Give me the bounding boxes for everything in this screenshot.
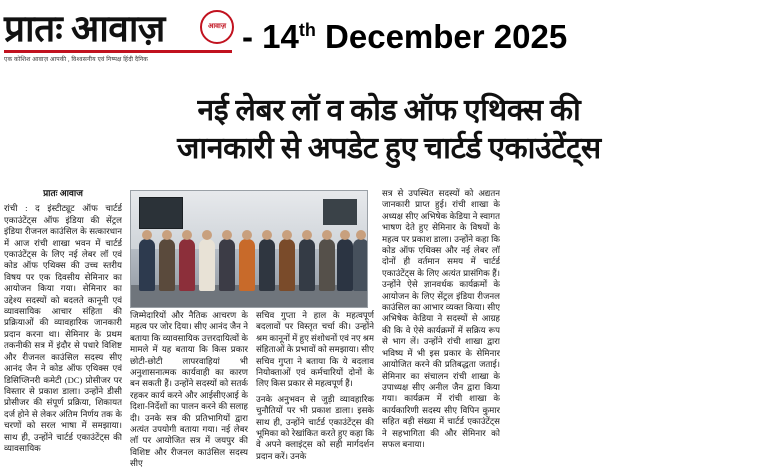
page-header: [0, 0, 778, 74]
issue-date-rest: December 2025: [315, 18, 568, 55]
article-column-4: [382, 188, 500, 472]
photo-person-head: [222, 230, 232, 240]
photo-person-head: [142, 230, 152, 240]
issue-date: [242, 18, 567, 56]
photo-person: [299, 239, 315, 291]
article-headline: [0, 92, 778, 168]
photo-person-head: [282, 230, 292, 240]
photo-person: [279, 239, 295, 291]
paragraph: रांची : द इंस्टीट्यूट ऑफ चार्टर्ड एकाउंटेंट्स ऑफ इंडिया की सेंट्रल इंडिया रीजनल काउंसिल के सत्कारधान में आज रांची शाखा भवन में चार्टर्ड एकाउंटेंट्स के लिए नई लेबर लॉ एवं कोड ऑफ एथिक्स की उच्च स्तरीय विषय पर एक दिवसीय सेमिनार का आयोजन किया गया। सेमिनार का उद्देश्य सदस्यों को बदलते कानूनी एवं व्यावसायिक आचार संहिता की प्रक्रियाओं की व्यावहारिक जानकारी प्रदान करना था। सेमिनार के प्रथम तकनीकी सत्र में इंदौर से पधारे विशिष्ट और रीजनल काउंसिल सदस्य सीए आनंद जैन ने कोड ऑफ एथिक्स एवं डिसिप्लिनरी कमेटी (DC) प्रोसीजर पर विस्तार से प्रकाश डाला। उन्होंने डीसी प्रोसीजर की संपूर्ण प्रक्रिया, शिकायत दर्ज होने से लेकर अंतिम निर्णय तक के चरणों को सरल भाषा में समझाया। साथ ही, उन्होंने चार्टर्ड एकाउंटेंट्स की व्यावसायिक: [4, 203, 122, 453]
byline: प्रातः आवाज: [43, 188, 83, 198]
masthead-logo: [4, 6, 236, 68]
masthead-title: प्रातः आवाज़: [4, 9, 165, 50]
paragraph: जिम्मेदारियों और नैतिक आचरण के महत्व पर जोर दिया। सीए आनंद जैन ने बताया कि व्यावसायिक उत्तरदायित्वों के मामले में यह बताया कि किस प्रकार छोटी-छोटी लापरवाहियां भी अनुशासनात्मक कार्यवाही का कारण बन सकती हैं। उन्होंने सदस्यों को सतर्क रहकर कार्य करने और आईसीएआई के दिशा-निर्देशों का पालन करने की सलाह दी। उनके सत्र की प्रतिभागियों द्वारा अत्यंत उपयोगी बताया गया। नई लेबर लॉ पर आयोजित सत्र में जयपुर की विशिष्ट और रीजनल काउंसिल सदस्य सीए: [130, 310, 248, 469]
photo-display-screen: [139, 197, 183, 229]
photo-container: [130, 190, 368, 308]
paragraph: सचिव गुप्ता ने हाल के महत्वपूर्ण बदलावों पर विस्तृत चर्चा की। उन्होंने श्रम कानूनों में हुए संशोधनों एवं नए श्रम संहिताओं के प्रभावों को समझाया। सीए सचिव गुप्ता ने बताया कि ये बदलाव नियोक्ताओं एवं कर्मचारियों दोनों के लिए किस प्रकार से महत्वपूर्ण हैं।: [256, 310, 374, 389]
article-body: [4, 188, 774, 472]
photo-display-screen-secondary: [323, 199, 357, 225]
photo-person: [199, 239, 215, 291]
photo-person: [239, 239, 255, 291]
photo-person: [219, 239, 235, 291]
photo-person: [319, 239, 335, 291]
photo-person-head: [262, 230, 272, 240]
masthead-badge: आवाज़: [200, 10, 234, 44]
issue-date-main: - 14: [242, 18, 299, 55]
photo-person-head: [182, 230, 192, 240]
photo-person: [159, 239, 175, 291]
headline-line-2: जानकारी से अपडेट हुए चार्टर्ड एकाउंटेंट्स: [177, 132, 601, 165]
photo-person: [353, 239, 368, 291]
photo-person: [259, 239, 275, 291]
photo-person-head: [162, 230, 172, 240]
photo-person: [139, 239, 155, 291]
headline-line-1: नई लेबर लॉ व कोड ऑफ एथिक्स की: [197, 94, 581, 127]
photo-person-head: [340, 230, 350, 240]
paragraph: उनके अनुभवन से जुड़ी व्यावहारिक चुनौतियों पर भी प्रकाश डाला। इसके साथ ही, उन्होंने चार्टर्ड एकाउंटेंट्स की भूमिका को रेखांकित करते हुए कहा कि वे अपने क्लाइंट्स को सही मार्गदर्शन प्रदान करें। उनके: [256, 393, 374, 461]
photo-person-head: [322, 230, 332, 240]
paragraph: सत्र से उपस्थित सदस्यों को अद्यतन जानकारी प्राप्त हुई। रांची शाखा के अध्यक्ष सीए अभिषेक केडिया ने स्वागत भाषण देते हुए सेमिनार के विषयों के महत्व पर प्रकाश डाला। उन्होंने कहा कि कोड ऑफ एथिक्स और नई लेबर लॉ दोनों ही वर्तमान समय में चार्टर्ड एकाउंटेंट्स के लिए अत्यंत प्रासंगिक हैं। उन्होंने ऐसे ज्ञानवर्धक कार्यक्रमों के आयोजन के लिए सेंट्रल इंडिया रीजनल काउंसिल का आभार व्यक्त किया। सीए अभिषेक केडिया ने सदस्यों से आग्रह की कि वे ऐसे कार्यक्रमों में सक्रिय रूप से भाग लें। उन्होंने रांची शाखा द्वारा भविष्य में भी इस प्रकार के सेमिनार आयोजित करने की प्रतिबद्धता जताई। सेमिनार का संचालन रांची शाखा के उपाध्यक्ष सीए अनील जैन द्वारा किया गया। कार्यक्रम में रांची शाखा के कार्यकारिणी सदस्य सीए विपिन कुमार सहित बड़ी संख्या में चार्टर्ड एकाउंटेंट्स ने सहभागिता की और सेमिनार को सफल बनाया।: [382, 188, 500, 449]
photo-person-head: [356, 230, 366, 240]
issue-date-ordinal: th: [298, 20, 316, 40]
masthead-rule: [4, 50, 232, 53]
masthead-subtitle: एक कोशिश आवाज़ आपकी , विश्वसनीय एवं निष्पक्ष हिंदी दैनिक: [4, 57, 149, 63]
photo-person-head: [202, 230, 212, 240]
group-photo-seminar: [130, 190, 368, 308]
photo-person: [179, 239, 195, 291]
article-column-1: [4, 188, 122, 472]
photo-person-head: [302, 230, 312, 240]
photo-person-head: [242, 230, 252, 240]
photo-person: [337, 239, 353, 291]
